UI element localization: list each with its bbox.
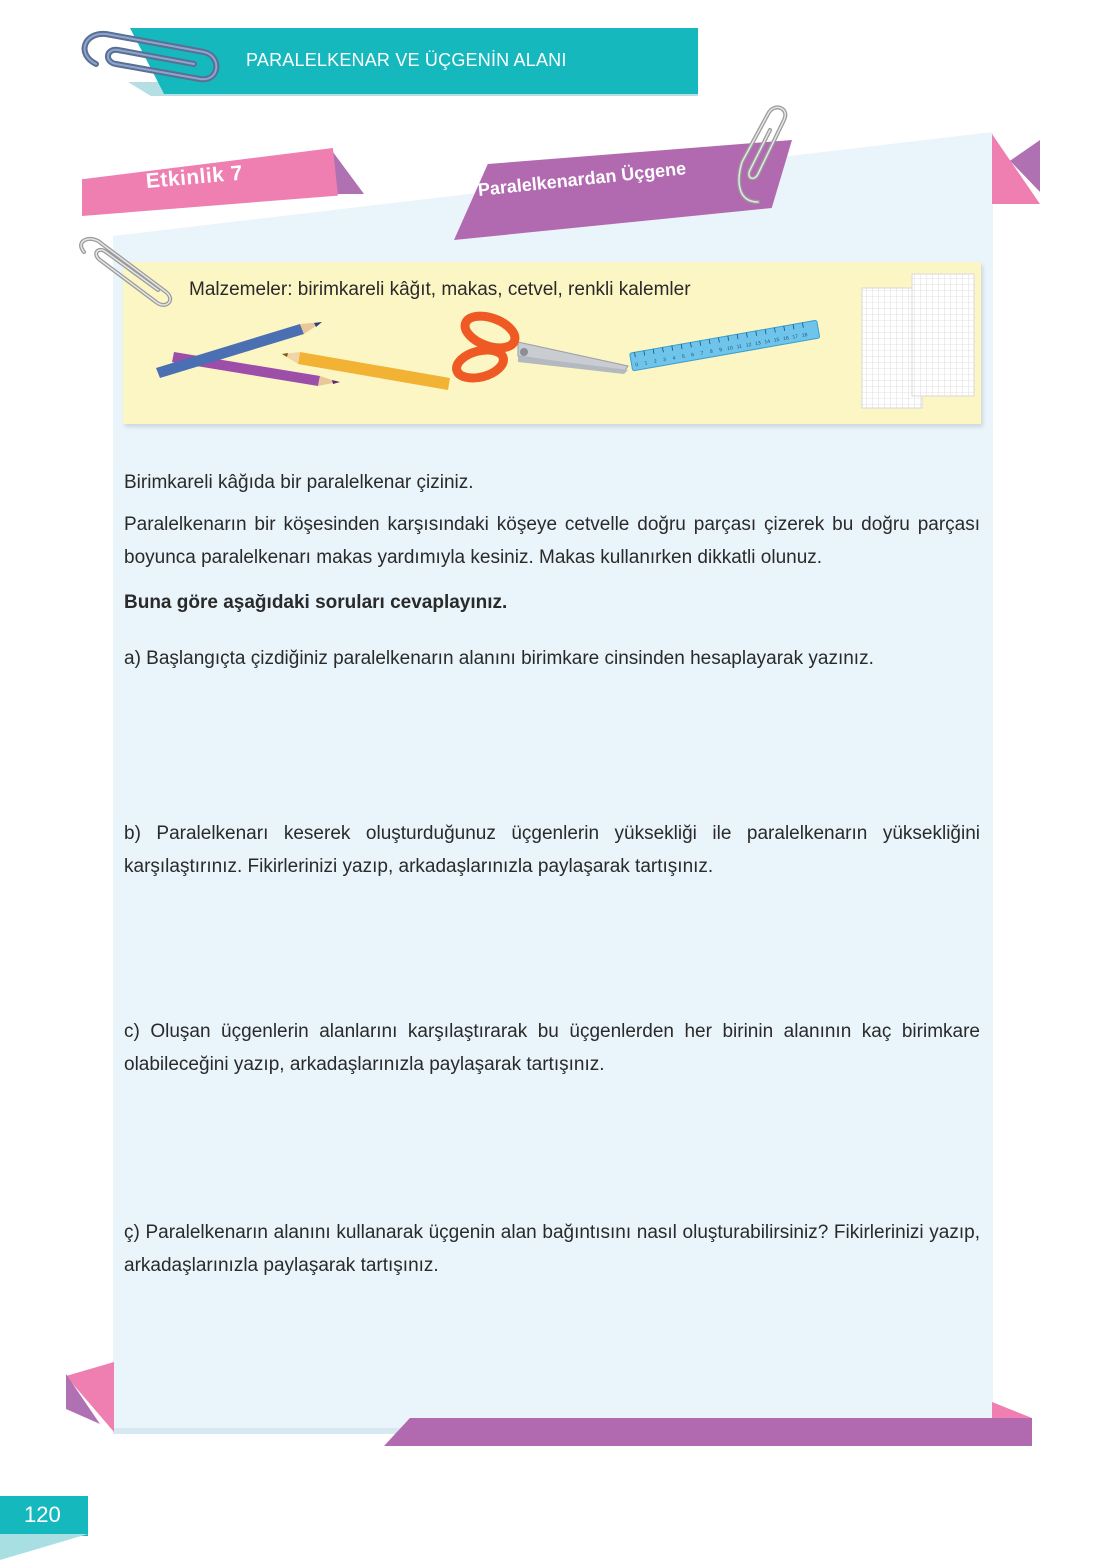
question-cc: ç) Paralelkenarın alanını kullanarak üçgenin alan bağıntısını nasıl oluşturabilirsiniz? Fikirlerinizi yazıp, arkadaşlarınızla paylaşarak tartışınız. [124, 1222, 980, 1276]
chapter-title: PARALELKENAR VE ÜÇGENİN ALANI [246, 50, 567, 70]
ruler-tick-label: 7 [700, 350, 704, 357]
ruler-tick-label: 9 [718, 347, 723, 354]
paragraph-2: Paralelkenarın bir köşesinden karşısındaki köşeye cetvelle doğru parçası çizerek bu doğru parçası boyunca paralelkenarı makas yardımıyla kesiniz. Makas kullanırken dikkatli olunuz. [124, 514, 980, 568]
ruler-tick-label: 3 [662, 356, 667, 364]
yellow-pencil-icon [282, 352, 450, 390]
ruler-tick-label: 6 [690, 352, 695, 359]
materials-text: Malzemeler: birimkareli kâğıt, makas, cetvel, renkli kalemler [189, 279, 691, 300]
ruler-icon [628, 322, 828, 372]
question-c: c) Oluşan üçgenlerin alanlarını karşılaştırarak bu üçgenlerden her birinin alanının kaç birimkare olabileceğini yazıp, arkadaşlarınızla paylaşarak tartışınız. [124, 1021, 980, 1075]
activity-label: Etkinlik 7 [144, 161, 244, 193]
ruler-tick-label: 15 [773, 337, 780, 344]
ruler-tick-label: 13 [754, 340, 762, 348]
ruler-tick-label: 10 [726, 345, 734, 353]
paperclip-icon [72, 238, 182, 308]
ruler-tick-label: 18 [801, 332, 808, 339]
paperclip-icon [728, 102, 788, 212]
question-a: a) Başlangıçta çizdiğiniz paralelkenarın alanını birimkare cinsinden hesaplayarak yazınız. [124, 648, 874, 669]
ruler-tick-label: 14 [764, 338, 771, 346]
ruler-tick-label: 8 [709, 348, 714, 356]
ruler-tick-label: 16 [782, 335, 790, 343]
paragraph-1: Birimkareli kâğıda bir paralelkenar çiziniz. [124, 472, 474, 493]
scissors-icon [452, 312, 632, 392]
activity-title: Paralelkenardan Üçgene [476, 158, 687, 200]
bottom-bar-fold [992, 1402, 1032, 1418]
ruler-tick-label: 11 [736, 343, 743, 351]
ruler-tick-label: 17 [792, 333, 799, 341]
ruler-tick-label: 1 [644, 360, 648, 367]
page-number: 120 [24, 1502, 61, 1527]
bottom-bar [384, 1418, 1032, 1446]
ruler-tick-label: 2 [653, 358, 658, 366]
page-number-tab-tail [0, 1534, 88, 1560]
ruler-tick-label: 12 [745, 341, 752, 349]
ruler-tick-label: 4 [672, 355, 676, 362]
ruler-tick-label: 5 [681, 353, 686, 361]
paperclip-icon [76, 24, 226, 94]
question-b: b) Paralelkenarı keserek oluşturduğunuz üçgenlerin yüksekliği ile paralelkenarın yüksekliğini karşılaştırınız. Fikirlerinizi yazıp, arkadaşlarınızla paylaşarak tartışınız. [124, 823, 980, 877]
grid-paper-icon [860, 272, 980, 412]
pencils-illustration [150, 318, 470, 408]
ruler-tick-label: 0 [634, 361, 639, 369]
instruction: Buna göre aşağıdaki soruları cevaplayınız. [124, 592, 508, 613]
